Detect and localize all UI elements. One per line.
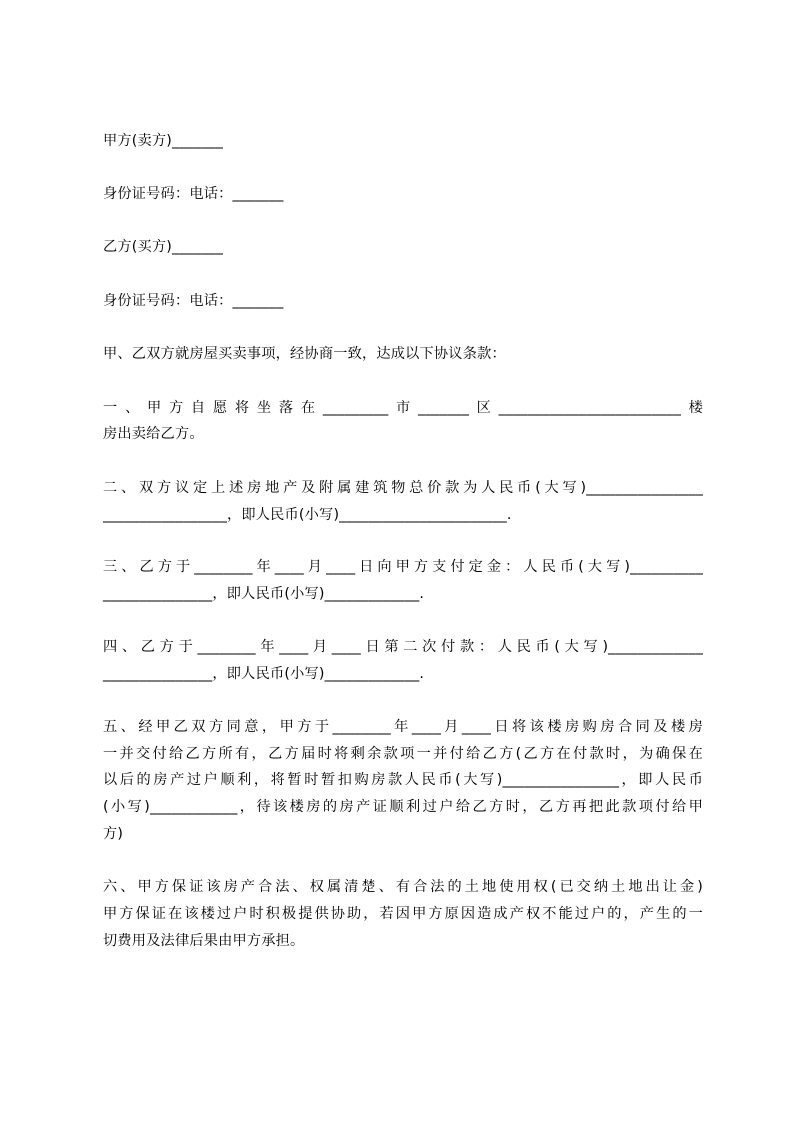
- clause-5-line-4: (小写)____________，待该楼房的房产证顺利过户给乙方时，乙方再把此款项付给甲: [103, 799, 703, 815]
- seller-id-phone-line: 身份证号码：电话：_______: [103, 186, 284, 202]
- clause-3-line-2: _______________，即人民币(小写)_____________.: [103, 586, 425, 602]
- seller-line: 甲方(卖方)_______: [103, 133, 224, 149]
- clause-6-line-1: 六、甲方保证该房产合法、权属清楚、有合法的土地使用权(已交纳土地出让金): [103, 879, 703, 895]
- clause-5-line-2: 一并交付给乙方所有，乙方届时将剩余款项一并付给乙方(乙方在付款时，为确保在: [103, 746, 703, 762]
- buyer-id-phone-line: 身份证号码：电话：_______: [103, 293, 284, 309]
- clause-2-line-1: 二、双方议定上述房地产及附属建筑物总价款为人民币(大写)________________: [103, 480, 703, 496]
- clause-1-line-1: 一、甲方自愿将坐落在_________市_______区_________________________楼: [103, 400, 703, 416]
- clause-4-line-2: _______________，即人民币(小写)_____________.: [103, 666, 425, 682]
- clause-6-line-3: 切费用及法律后果由甲方承担。: [103, 933, 305, 949]
- clause-2-line-2: _________________，即人民币(小写)_______________________.: [103, 507, 512, 523]
- clause-4-line-1: 四、乙方于________年____月____日第二次付款：人民币(大写)_____________: [103, 639, 703, 655]
- clause-1-line-2: 房出卖给乙方。: [103, 426, 204, 442]
- clause-5-line-1: 五、经甲乙双方同意，甲方于________年____月____日将该楼房购房合同及楼房: [103, 719, 703, 735]
- buyer-line: 乙方(买方)_______: [103, 239, 224, 255]
- clause-5-line-5: 方): [103, 826, 124, 842]
- clause-6-line-2: 甲方保证在该楼过户时积极提供协助，若因甲方原因造成产权不能过户的，产生的一: [103, 906, 703, 922]
- preamble-line: 甲、乙双方就房屋买卖事项，经协商一致，达成以下协议条款：: [103, 346, 506, 362]
- clause-5-line-3: 以后的房产过户顺利，将暂时暂扣购房款人民币(大写)________________，即人民币: [103, 772, 703, 788]
- clause-3-line-1: 三、乙方于________年____月____日向甲方支付定金：人民币(大写)__________: [103, 559, 703, 575]
